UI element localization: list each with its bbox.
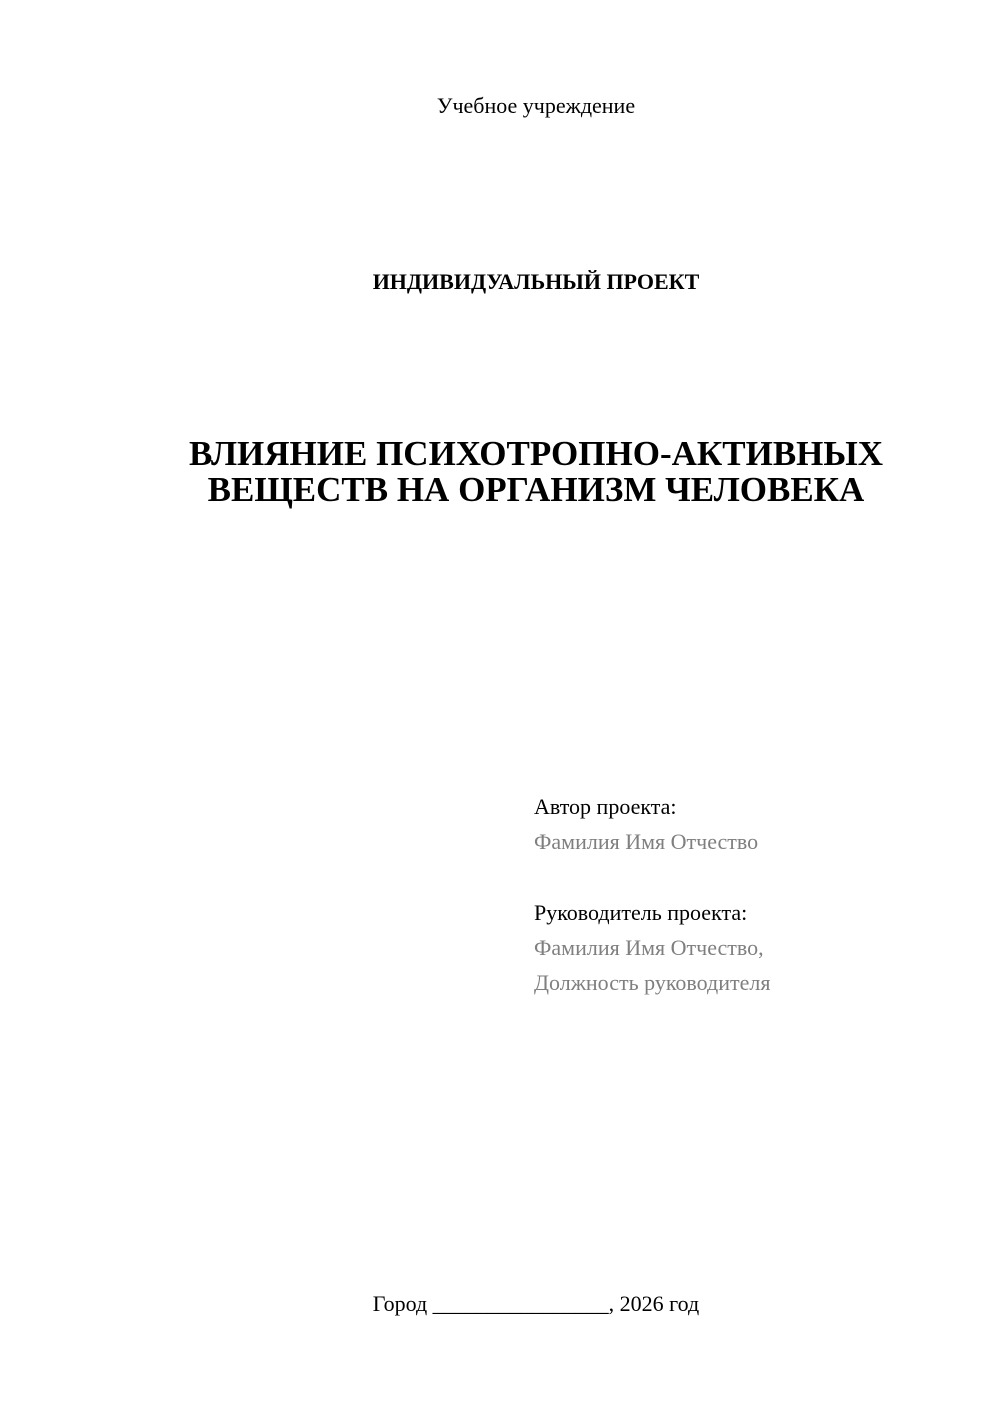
credits-block xyxy=(534,789,974,1000)
supervisor-position-placeholder: Должность руководителя xyxy=(534,970,771,995)
project-title-line-2: ВЕЩЕСТВ НА ОРГАНИЗМ ЧЕЛОВЕКА xyxy=(207,470,865,509)
institution-name: Учебное учреждение xyxy=(436,93,636,118)
credits-spacer xyxy=(534,859,974,895)
supervisor-name-placeholder: Фамилия Имя Отчество, xyxy=(534,935,764,960)
document-type-heading: ИНДИВИДУАЛЬНЫЙ ПРОЕКТ xyxy=(372,269,700,294)
supervisor-label: Руководитель проекта: xyxy=(534,900,748,925)
author-label: Автор проекта: xyxy=(534,794,677,819)
city-year-line: Город ________________, 2026 год xyxy=(372,1291,700,1316)
project-title-line-1: ВЛИЯНИЕ ПСИХОТРОПНО-АКТИВНЫХ xyxy=(188,434,884,473)
author-name-placeholder: Фамилия Имя Отчество xyxy=(534,829,759,854)
project-title xyxy=(0,436,1000,508)
